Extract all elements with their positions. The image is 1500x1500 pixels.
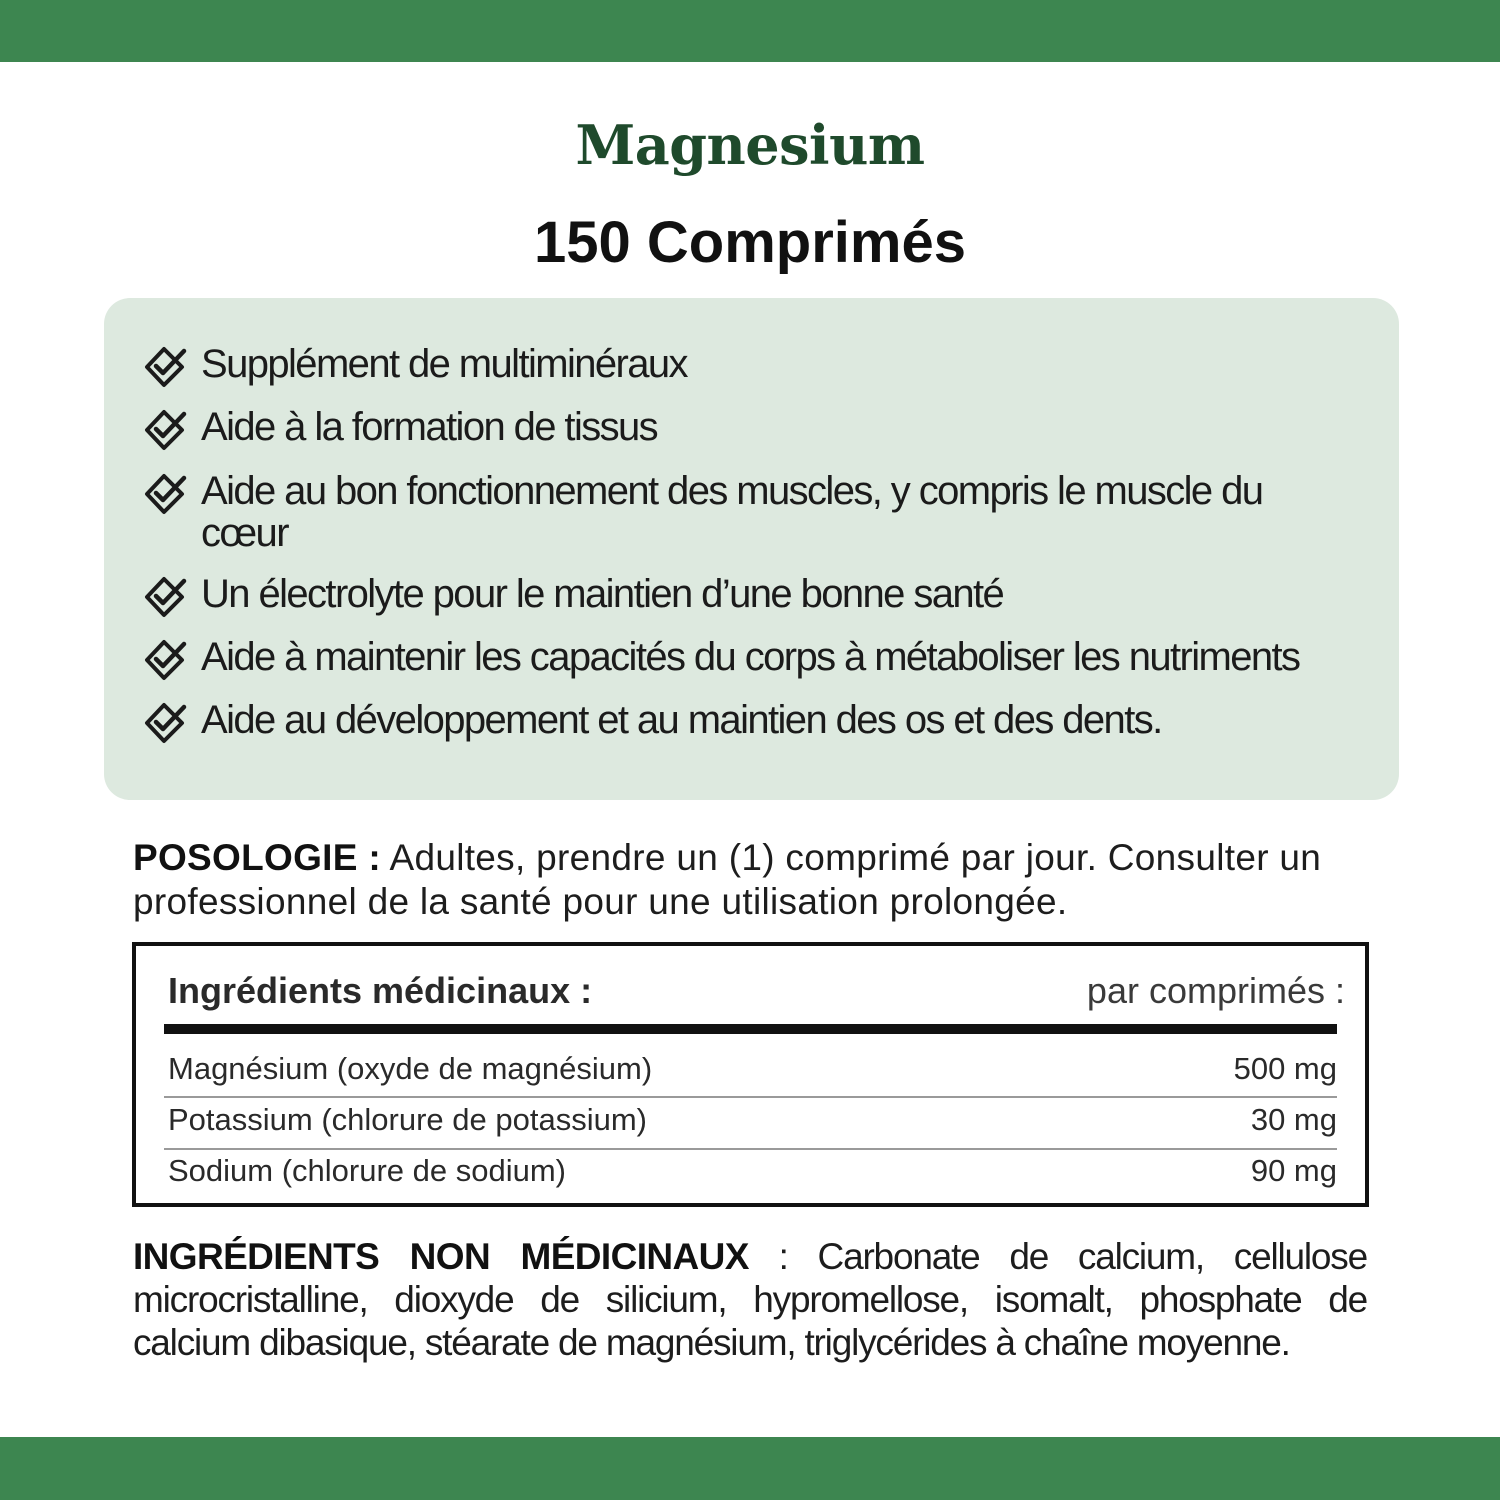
benefits-panel	[104, 298, 1399, 800]
benefit-item	[144, 406, 1369, 448]
check-icon	[144, 701, 188, 745]
benefit-text: Aide au développement et au maintien des os et des dents.	[201, 698, 1162, 742]
check-icon	[144, 472, 188, 516]
medicinal-ingredients-table	[132, 942, 1369, 1207]
ingredient-amount: 90 mg	[1250, 1153, 1337, 1188]
check-icon	[144, 345, 188, 389]
benefit-text: Aide à la formation de tissus	[201, 405, 658, 449]
table-row	[168, 1044, 1337, 1094]
product-name: Magnesium	[575, 113, 925, 177]
benefit-item	[144, 343, 1369, 385]
check-icon	[144, 575, 188, 619]
ingredient-name: Potassium (chlorure de potassium)	[168, 1102, 647, 1137]
benefit-text: Aide à maintenir les capacités du corps à métaboliser les nutriments	[201, 635, 1300, 679]
non-medicinal-label: INGRÉDIENTS NON MÉDICINAUX	[133, 1236, 749, 1277]
dosage-label: POSOLOGIE :	[133, 837, 381, 878]
bottom-green-band	[0, 1437, 1500, 1500]
table-header-ingredients: Ingrédients médicinaux :	[168, 970, 593, 1011]
benefit-item	[144, 636, 1369, 678]
dosage-paragraph	[133, 836, 1367, 924]
check-icon	[144, 408, 188, 452]
table-row	[168, 1146, 1337, 1196]
benefit-item	[144, 699, 1369, 741]
benefit-text: Aide au bon fonctionnement des muscles, y compris le muscle du cœur	[201, 469, 1263, 555]
header-divider	[164, 1024, 1337, 1034]
benefit-text: Supplément de multiminéraux	[201, 342, 687, 386]
non-medicinal-ingredients	[133, 1235, 1367, 1364]
benefit-text: Un électrolyte pour le maintien d’une bonne santé	[201, 572, 1004, 616]
tablet-count: 150 Comprimés	[534, 210, 966, 275]
top-green-band	[0, 0, 1500, 62]
benefit-item	[144, 573, 1369, 615]
ingredient-name: Sodium (chlorure de sodium)	[168, 1153, 567, 1188]
ingredient-name: Magnésium (oxyde de magnésium)	[168, 1051, 653, 1086]
ingredient-amount: 500 mg	[1233, 1051, 1337, 1086]
ingredient-amount: 30 mg	[1250, 1102, 1337, 1137]
dosage-text: Adultes, prendre un (1) comprimé par jour. Consulter un professionnel de la santé pour une utilisation prolongée.	[133, 837, 1322, 922]
benefit-item	[144, 470, 1369, 554]
check-icon	[144, 638, 188, 682]
table-header-per-tablet: par comprimés :	[1086, 970, 1345, 1011]
non-medicinal-text: : Carbonate de calcium, cellulose microcristalline, dioxyde de silicium, hypromellose, isomalt, phosphate de calcium dibasique, stéarate de magnésium, triglycérides à chaîne moyenne.	[133, 1236, 1367, 1363]
table-row	[168, 1095, 1337, 1145]
